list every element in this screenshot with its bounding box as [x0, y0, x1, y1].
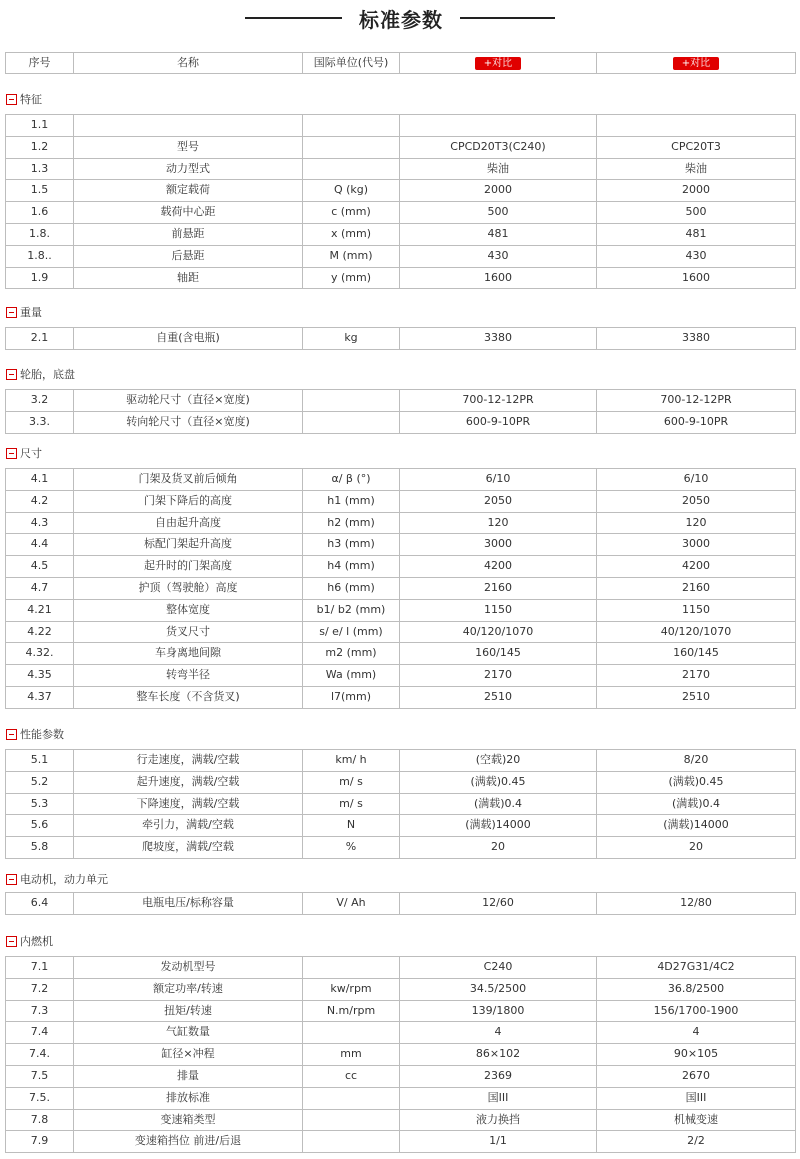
row-index: 5.3: [6, 793, 74, 815]
row-value-2: CPC20T3: [597, 136, 796, 158]
row-name: 气缸数量: [74, 1022, 303, 1044]
row-unit: kg: [303, 328, 400, 350]
collapse-icon[interactable]: [6, 729, 17, 740]
row-unit: [303, 411, 400, 433]
table-row: [6, 978, 796, 1000]
row-index: 1.2: [6, 136, 74, 158]
row-name: 载荷中心距: [74, 202, 303, 224]
row-name: 门架下降后的高度: [74, 490, 303, 512]
row-index: 1.1: [6, 115, 74, 137]
row-value-1: (满载)14000: [400, 815, 597, 837]
row-unit: b1/ b2 (mm): [303, 599, 400, 621]
row-name: 护顶（驾驶舱）高度: [74, 577, 303, 599]
table-row: [6, 837, 796, 859]
row-index: 7.5.: [6, 1087, 74, 1109]
header-table: [5, 52, 796, 74]
row-value-1: 3000: [400, 534, 597, 556]
table-row: [6, 643, 796, 665]
row-unit: [303, 1087, 400, 1109]
section-title: 轮胎，底盘: [20, 368, 75, 381]
table-row: [6, 1000, 796, 1022]
row-index: 5.6: [6, 815, 74, 837]
row-unit: m2 (mm): [303, 643, 400, 665]
row-value-2: 2000: [597, 180, 796, 202]
row-value-2: 4200: [597, 556, 796, 578]
row-value-2: 600-9-10PR: [597, 411, 796, 433]
section-table: [5, 327, 796, 350]
row-unit: h3 (mm): [303, 534, 400, 556]
row-value-2: 500: [597, 202, 796, 224]
row-value-1: C240: [400, 957, 597, 979]
row-index: 7.2: [6, 978, 74, 1000]
row-unit: [303, 957, 400, 979]
row-value-2: 481: [597, 223, 796, 245]
row-unit: [303, 1131, 400, 1153]
table-row: [6, 665, 796, 687]
row-unit: h1 (mm): [303, 490, 400, 512]
table-row: [6, 223, 796, 245]
table-row: [6, 1022, 796, 1044]
row-unit: h2 (mm): [303, 512, 400, 534]
row-value-1: 1/1: [400, 1131, 597, 1153]
title-divider-right: [460, 17, 555, 19]
row-index: 4.5: [6, 556, 74, 578]
row-unit: [303, 1022, 400, 1044]
row-index: 3.3.: [6, 411, 74, 433]
section-title: 尺寸: [20, 447, 42, 460]
compare-cell-1: [400, 53, 597, 74]
row-index: 4.2: [6, 490, 74, 512]
row-name: 额定功率/转速: [74, 978, 303, 1000]
row-unit: m/ s: [303, 793, 400, 815]
section-title: 内燃机: [20, 935, 53, 948]
row-value-2: 2170: [597, 665, 796, 687]
row-name: 发动机型号: [74, 957, 303, 979]
row-index: 1.6: [6, 202, 74, 224]
row-value-1: 700-12-12PR: [400, 390, 597, 412]
table-row: [6, 136, 796, 158]
row-value-1: 40/120/1070: [400, 621, 597, 643]
row-value-1: 柴油: [400, 158, 597, 180]
row-unit: Wa (mm): [303, 665, 400, 687]
row-index: 2.1: [6, 328, 74, 350]
row-index: 4.37: [6, 686, 74, 708]
row-value-2: 2510: [597, 686, 796, 708]
row-value-1: [400, 115, 597, 137]
table-row: [6, 512, 796, 534]
row-name: 变速箱类型: [74, 1109, 303, 1131]
row-index: 1.8.: [6, 223, 74, 245]
row-unit: Q (kg): [303, 180, 400, 202]
row-unit: kw/rpm: [303, 978, 400, 1000]
row-unit: M (mm): [303, 245, 400, 267]
row-value-1: 4: [400, 1022, 597, 1044]
row-unit: l7(mm): [303, 686, 400, 708]
row-value-2: (满载)0.4: [597, 793, 796, 815]
table-row: [6, 267, 796, 289]
row-name: 轴距: [74, 267, 303, 289]
row-value-2: 40/120/1070: [597, 621, 796, 643]
row-name: 驱动轮尺寸（直径×宽度): [74, 390, 303, 412]
row-value-1: 120: [400, 512, 597, 534]
row-name: 起升速度，满载/空载: [74, 771, 303, 793]
row-name: 行走速度，满载/空载: [74, 750, 303, 772]
row-unit: h4 (mm): [303, 556, 400, 578]
table-row: [6, 411, 796, 433]
row-value-1: 2000: [400, 180, 597, 202]
row-value-2: 3000: [597, 534, 796, 556]
row-value-2: 3380: [597, 328, 796, 350]
row-value-1: (空载)20: [400, 750, 597, 772]
section-table: [5, 892, 796, 915]
row-unit: h6 (mm): [303, 577, 400, 599]
row-value-1: (满载)0.45: [400, 771, 597, 793]
table-row: [6, 245, 796, 267]
row-unit: mm: [303, 1044, 400, 1066]
table-row: [6, 202, 796, 224]
row-index: 5.1: [6, 750, 74, 772]
table-row: [6, 793, 796, 815]
row-name: 下降速度，满载/空载: [74, 793, 303, 815]
table-row: [6, 534, 796, 556]
row-unit: [303, 390, 400, 412]
table-row: [6, 771, 796, 793]
row-value-2: 1600: [597, 267, 796, 289]
row-value-2: 20: [597, 837, 796, 859]
row-name: 前悬距: [74, 223, 303, 245]
row-name: 牵引力，满载/空载: [74, 815, 303, 837]
row-name: 车身离地间隙: [74, 643, 303, 665]
row-value-1: 1600: [400, 267, 597, 289]
row-value-2: 2670: [597, 1065, 796, 1087]
section-table: [5, 956, 796, 1153]
row-name: 动力型式: [74, 158, 303, 180]
row-name: 标配门架起升高度: [74, 534, 303, 556]
row-unit: s/ e/ l (mm): [303, 621, 400, 643]
title-bar: [0, 0, 800, 38]
row-index: 4.4: [6, 534, 74, 556]
row-value-2: 4: [597, 1022, 796, 1044]
table-row: [6, 1044, 796, 1066]
row-unit: km/ h: [303, 750, 400, 772]
row-value-2: 4D27G31/4C2: [597, 957, 796, 979]
header-name: 名称: [74, 53, 303, 74]
table-row: [6, 621, 796, 643]
row-index: 4.3: [6, 512, 74, 534]
row-value-1: 500: [400, 202, 597, 224]
row-value-1: 1150: [400, 599, 597, 621]
row-value-2: 2050: [597, 490, 796, 512]
collapse-icon[interactable]: [6, 448, 17, 459]
row-index: 7.9: [6, 1131, 74, 1153]
row-value-1: 液力换挡: [400, 1109, 597, 1131]
row-value-2: 156/1700-1900: [597, 1000, 796, 1022]
row-name: 门架及货叉前后倾角: [74, 469, 303, 491]
row-value-1: CPCD20T3(C240): [400, 136, 597, 158]
collapse-icon[interactable]: [6, 94, 17, 105]
compare-cell-2: [597, 53, 796, 74]
row-value-2: 160/145: [597, 643, 796, 665]
row-unit: V/ Ah: [303, 893, 400, 915]
section-table: [5, 114, 796, 289]
row-value-1: 2369: [400, 1065, 597, 1087]
section-header[interactable]: [6, 872, 108, 888]
row-index: 1.8..: [6, 245, 74, 267]
section-header[interactable]: [6, 727, 64, 743]
row-name: 变速箱挡位 前进/后退: [74, 1131, 303, 1153]
section-table: [5, 749, 796, 859]
row-value-1: 国III: [400, 1087, 597, 1109]
row-index: 7.1: [6, 957, 74, 979]
section-title: 重量: [20, 306, 42, 319]
header-index: 序号: [6, 53, 74, 74]
row-value-1: 139/1800: [400, 1000, 597, 1022]
table-row: [6, 599, 796, 621]
row-value-1: 2050: [400, 490, 597, 512]
row-index: 7.5: [6, 1065, 74, 1087]
row-value-1: 12/60: [400, 893, 597, 915]
row-name: 排量: [74, 1065, 303, 1087]
table-row: [6, 490, 796, 512]
row-value-1: 3380: [400, 328, 597, 350]
row-index: 4.35: [6, 665, 74, 687]
row-index: 7.4: [6, 1022, 74, 1044]
section-header[interactable]: [6, 92, 42, 108]
row-index: 4.22: [6, 621, 74, 643]
row-index: 4.21: [6, 599, 74, 621]
row-name: 爬坡度，满载/空载: [74, 837, 303, 859]
row-value-1: 34.5/2500: [400, 978, 597, 1000]
row-index: 5.8: [6, 837, 74, 859]
row-name: 整车长度（不含货叉): [74, 686, 303, 708]
row-value-1: 6/10: [400, 469, 597, 491]
row-name: 起升时的门架高度: [74, 556, 303, 578]
row-value-1: 20: [400, 837, 597, 859]
row-unit: [303, 115, 400, 137]
table-row: [6, 686, 796, 708]
table-row: [6, 1087, 796, 1109]
row-name: 自重(含电瓶): [74, 328, 303, 350]
row-value-2: 90×105: [597, 1044, 796, 1066]
row-value-2: [597, 115, 796, 137]
row-name: 转弯半径: [74, 665, 303, 687]
table-row: [6, 158, 796, 180]
table-row: [6, 893, 796, 915]
section-header[interactable]: [6, 446, 42, 462]
collapse-icon[interactable]: [6, 874, 17, 885]
table-row: [6, 1065, 796, 1087]
title-divider-left: [245, 17, 342, 19]
row-name: 扭矩/转速: [74, 1000, 303, 1022]
table-row: [6, 1131, 796, 1153]
section-title: 性能参数: [20, 728, 64, 741]
row-index: 7.8: [6, 1109, 74, 1131]
section-header[interactable]: [6, 934, 53, 950]
row-value-2: 1150: [597, 599, 796, 621]
row-value-1: 2510: [400, 686, 597, 708]
table-row: [6, 556, 796, 578]
row-name: 后悬距: [74, 245, 303, 267]
row-name: 缸径×冲程: [74, 1044, 303, 1066]
table-row: [6, 115, 796, 137]
row-unit: m/ s: [303, 771, 400, 793]
row-value-1: 86×102: [400, 1044, 597, 1066]
header-unit: 国际单位(代号): [303, 53, 400, 74]
table-row: [6, 328, 796, 350]
row-value-2: 2160: [597, 577, 796, 599]
row-unit: y (mm): [303, 267, 400, 289]
row-value-2: (满载)14000: [597, 815, 796, 837]
section-header[interactable]: [6, 367, 75, 383]
collapse-icon[interactable]: [6, 936, 17, 947]
row-value-1: 4200: [400, 556, 597, 578]
row-value-1: 2170: [400, 665, 597, 687]
row-index: 4.7: [6, 577, 74, 599]
row-index: 6.4: [6, 893, 74, 915]
row-value-2: 120: [597, 512, 796, 534]
section-header[interactable]: [6, 305, 42, 321]
row-name: 型号: [74, 136, 303, 158]
row-value-1: 600-9-10PR: [400, 411, 597, 433]
row-unit: [303, 1109, 400, 1131]
row-index: 5.2: [6, 771, 74, 793]
row-name: 自由起升高度: [74, 512, 303, 534]
row-name: 整体宽度: [74, 599, 303, 621]
table-row: [6, 1109, 796, 1131]
row-unit: %: [303, 837, 400, 859]
row-value-2: 12/80: [597, 893, 796, 915]
row-index: 1.9: [6, 267, 74, 289]
row-value-1: 481: [400, 223, 597, 245]
row-index: 1.5: [6, 180, 74, 202]
row-unit: [303, 158, 400, 180]
row-unit: c (mm): [303, 202, 400, 224]
row-name: 电瓶电压/标称容量: [74, 893, 303, 915]
row-value-2: 机械变速: [597, 1109, 796, 1131]
collapse-icon[interactable]: [6, 307, 17, 318]
header-row: [6, 53, 796, 74]
page-title: 标准参数: [359, 8, 443, 32]
table-row: [6, 180, 796, 202]
section-title: 电动机，动力单元: [20, 873, 108, 886]
section-title: 特征: [20, 93, 42, 106]
row-unit: x (mm): [303, 223, 400, 245]
collapse-icon[interactable]: [6, 369, 17, 380]
table-row: [6, 815, 796, 837]
row-unit: α/ β (°): [303, 469, 400, 491]
row-value-2: (满载)0.45: [597, 771, 796, 793]
row-index: 7.4.: [6, 1044, 74, 1066]
row-index: 1.3: [6, 158, 74, 180]
row-value-2: 柴油: [597, 158, 796, 180]
row-index: 7.3: [6, 1000, 74, 1022]
section-table: [5, 468, 796, 709]
row-unit: N.m/rpm: [303, 1000, 400, 1022]
row-value-1: 430: [400, 245, 597, 267]
row-unit: [303, 136, 400, 158]
row-unit: cc: [303, 1065, 400, 1087]
row-unit: N: [303, 815, 400, 837]
row-name: 转向轮尺寸（直径×宽度): [74, 411, 303, 433]
row-index: 4.32.: [6, 643, 74, 665]
row-name: [74, 115, 303, 137]
row-index: 3.2: [6, 390, 74, 412]
table-row: [6, 957, 796, 979]
row-index: 4.1: [6, 469, 74, 491]
row-value-1: (满载)0.4: [400, 793, 597, 815]
row-value-1: 160/145: [400, 643, 597, 665]
row-value-2: 36.8/2500: [597, 978, 796, 1000]
compare-button-2[interactable]: +对比: [673, 57, 719, 70]
row-value-2: 430: [597, 245, 796, 267]
row-value-1: 2160: [400, 577, 597, 599]
table-row: [6, 750, 796, 772]
table-row: [6, 390, 796, 412]
row-value-2: 700-12-12PR: [597, 390, 796, 412]
compare-button-1[interactable]: +对比: [475, 57, 521, 70]
row-value-2: 2/2: [597, 1131, 796, 1153]
row-name: 额定载荷: [74, 180, 303, 202]
row-name: 排放标准: [74, 1087, 303, 1109]
row-name: 货叉尺寸: [74, 621, 303, 643]
table-row: [6, 469, 796, 491]
row-value-2: 8/20: [597, 750, 796, 772]
row-value-2: 国III: [597, 1087, 796, 1109]
table-row: [6, 577, 796, 599]
section-table: [5, 389, 796, 434]
row-value-2: 6/10: [597, 469, 796, 491]
